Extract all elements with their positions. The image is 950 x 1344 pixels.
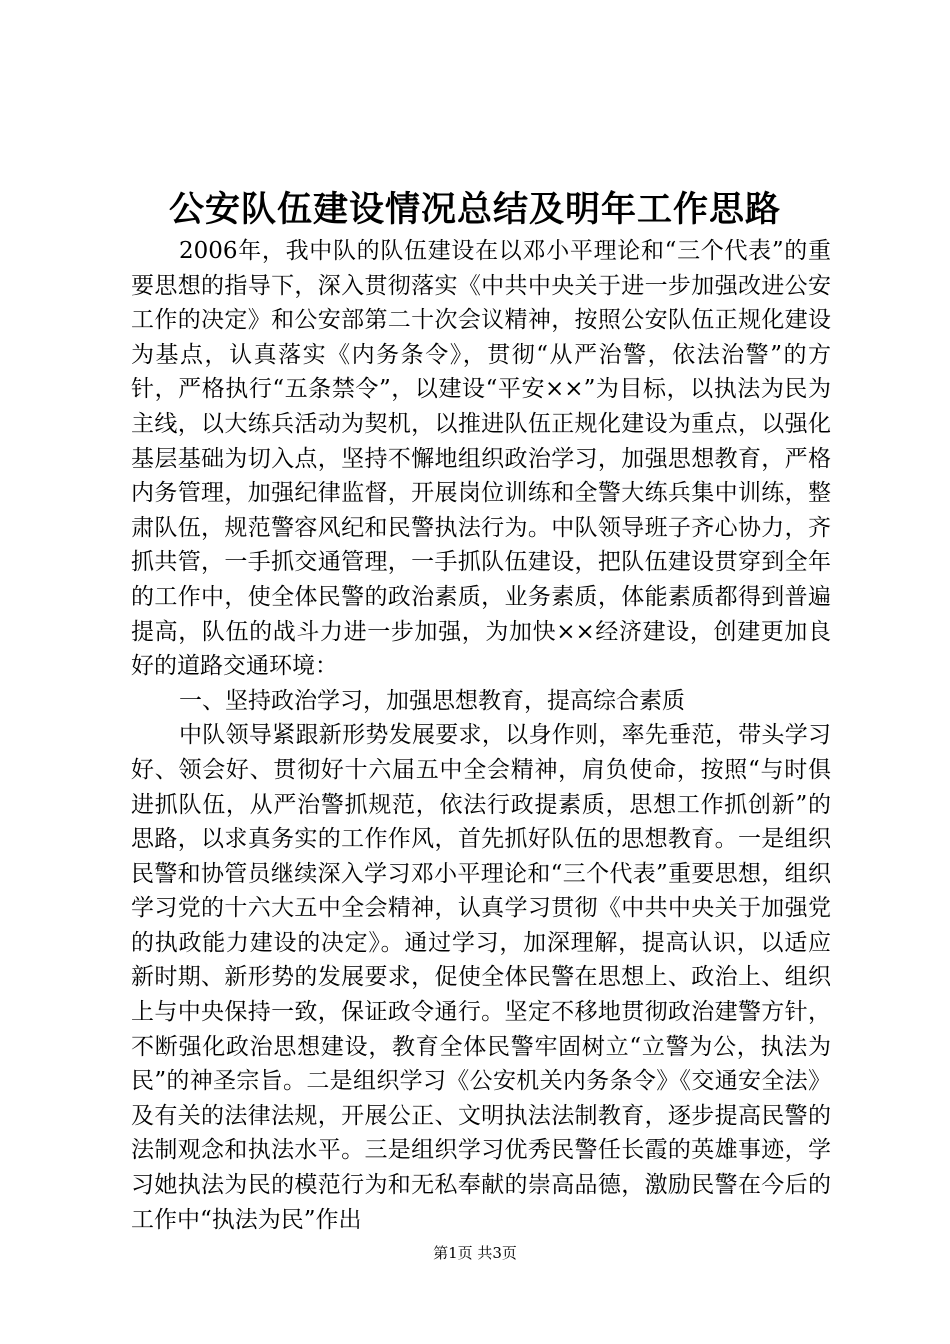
paragraph-section-1: 中队领导紧跟新形势发展要求，以身作则，率先垂范，带头学习好、领会好、贯彻好十六届五中全会精神，肩负使命，按照“与时俱进抓队伍，从严治警抓规范，依法行政提素质，思想工作抓创新”的思路，以求真务实的工作作风，首先抓好队伍的思想教育。一是组织民警和协管员继续深入学习邓小平理论和“三个代表”重要思想，组织学习党的十六大五中全会精神，认真学习贯彻《中共中央关于加强党的执政能力建设的决定》。通过学习，加深理解，提高认识，以适应新时期、新形势的发展要求，促使全体民警在思想上、政治上、组织上与中央保持一致，保证政令通行。坚定不移地贯彻政治建警方针，不断强化政治思想建设，教育全体民警牢固树立“立警为公，执法为民”的神圣宗旨。二是组织学习《公安机关内务条令》《交通安全法》及有关的法律法规，开展公正、文明执法法制教育，逐步提高民警的法制观念和执法水平。三是组织学习优秀民警任长霞的英雄事迹，学习她执法为民的模范行为和无私奉献的崇高品德，激励民警在今后的工作中“执法为民”作出 [131, 722, 831, 1233]
section-heading-1: 一、坚持政治学习，加强思想教育，提高综合素质 [179, 687, 685, 714]
page-number-footer: 第1页 共3页 [433, 1244, 517, 1262]
document-body [131, 234, 831, 1237]
document-title: 公安队伍建设情况总结及明年工作思路 [168, 189, 781, 230]
paragraph-intro: 2006年，我中队的队伍建设在以邓小平理论和“三个代表”的重要思想的指导下，深入贯彻落实《中共中央关于进一步加强改进公安工作的决定》和公安部第二十次会议精神，按照公安队伍正规化建设为基点，认真落实《内务条令》，贯彻“从严治警，依法治警”的方针，严格执行“五条禁令”，以建设“平安××”为目标，以执法为民为主线，以大练兵活动为契机，以推进队伍正规化建设为重点，以强化基层基础为切入点，坚持不懈地组织政治学习，加强思想教育，严格内务管理，加强纪律监督，开展岗位训练和全警大练兵集中训练，整肃队伍，规范警容风纪和民警执法行为。中队领导班子齐心协力，齐抓共管，一手抓交通管理，一手抓队伍建设，把队伍建设贯穿到全年的工作中，使全体民警的政治素质，业务素质，体能素质都得到普遍提高，队伍的战斗力进一步加强，为加快××经济建设，创建更加良好的道路交通环境： [131, 238, 831, 680]
